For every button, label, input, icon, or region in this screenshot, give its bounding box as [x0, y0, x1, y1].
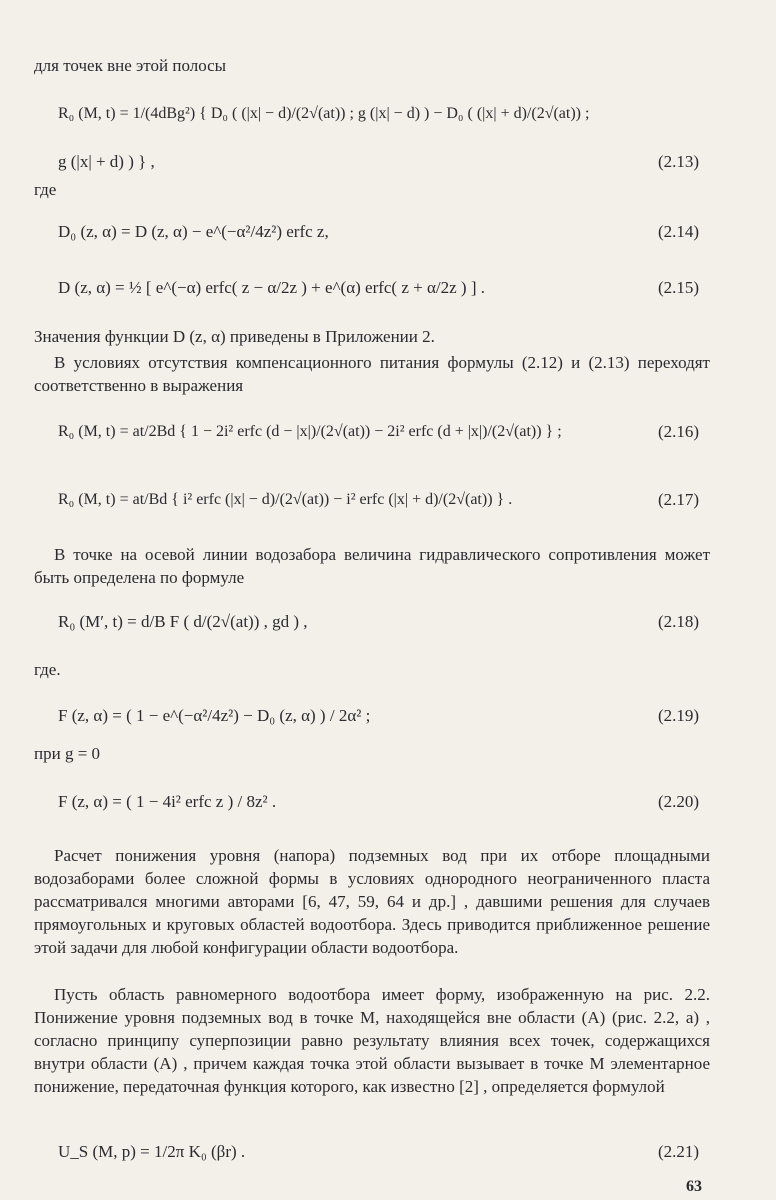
equation-number-2-15: (2.15): [658, 278, 700, 297]
equation-number-2-18: (2.18): [658, 612, 700, 631]
page-number: 63: [686, 1178, 702, 1195]
paragraph-axial-line: В точке на осевой линии водозабора величина гидравлического сопротивления может быть определена по формуле: [34, 545, 710, 587]
equation-2-14: D₀ (z, α) = D (z, α) − e^(−α²/4z²) erfc z,: [58, 222, 329, 241]
equation-number-2-20: (2.20): [658, 792, 700, 811]
equation-number-2-17: (2.17): [658, 490, 700, 509]
paragraph-superposition: Пусть область равномерного водоотбора имеет форму, изображенную на рис. 2.2. Понижение уровня подземных вод в точке M, находящейся вне области (A) (рис. 2.2, а) , согласно принципу суперпозиции равно результату влияния всех точек, содержащихся внутри области (A) , причем каждая точка этой области вызывает в точке M элементарное понижение, передаточная функция которого, как известно [2] , определяется формулой: [34, 985, 710, 1096]
equation-number-2-14: (2.14): [658, 222, 700, 241]
equation-number-2-19: (2.19): [658, 706, 700, 725]
paragraph-no-compensation: В условиях отсутствия компенсационного питания формулы (2.12) и (2.13) переходят соответственно в выражения: [34, 353, 710, 395]
equation-2-17: R₀ (M, t) = at/Bd { i² erfc (|x| − d)/(2√(at)) − i² erfc (|x| + d)/(2√(at)) } .: [58, 491, 513, 508]
equation-number-2-16: (2.16): [658, 422, 700, 441]
equation-2-20: F (z, α) = ( 1 − 4i² erfc z ) / 8z² .: [58, 792, 277, 811]
equation-2-19: F (z, α) = ( 1 − e^(−α²/4z²) − D₀ (z, α) ) / 2α² ;: [58, 706, 371, 725]
equation-2-15: D (z, α) = ½ [ e^(−α) erfc( z − α/2z ) + e^(α) erfc( z + α/2z ) ] .: [58, 278, 485, 297]
where-label-1: где: [34, 180, 57, 199]
equation-2-21: U_S (M, p) = 1/2π K₀ (βr) .: [58, 1142, 246, 1161]
equation-2-13-line2: g (|x| + d) ) } ,: [58, 152, 155, 171]
where-label-2: где.: [34, 660, 61, 679]
paragraph-areal-intakes: Расчет понижения уровня (напора) подземных вод при их отборе площадными водозаборами более сложной формы в условиях однородного неограниченного пласта рассматривался многими авторами [6, 47, 59, 64 и др.] , давшими решения для случаев прямоугольных и круговых областей водоотбора. Здесь приводится приближенное решение этой задачи для любой конфигурации области водоотбора.: [34, 846, 710, 957]
appendix-note: Значения функции D (z, α) приведены в Приложении 2.: [34, 327, 435, 346]
equation-2-18: R₀ (M′, t) = d/B F ( d/(2√(at)) , gd ) ,: [58, 612, 308, 631]
equation-number-2-21: (2.21): [658, 1142, 700, 1161]
equation-number-2-13: (2.13): [658, 152, 700, 171]
condition-g-zero: при g = 0: [34, 744, 101, 763]
intro-text: для точек вне этой полосы: [34, 56, 227, 75]
equation-2-13-line1: R₀ (M, t) = 1/(4dBg²) { D₀ ( (|x| − d)/(2√(at)) ; g (|x| − d) ) − D₀ ( (|x| + d)/(2√(at)) ;: [58, 105, 590, 122]
equation-2-16: R₀ (M, t) = at/2Bd { 1 − 2i² erfc (d − |x|)/(2√(at)) − 2i² erfc (d + |x|)/(2√(at)) } ;: [58, 423, 562, 440]
